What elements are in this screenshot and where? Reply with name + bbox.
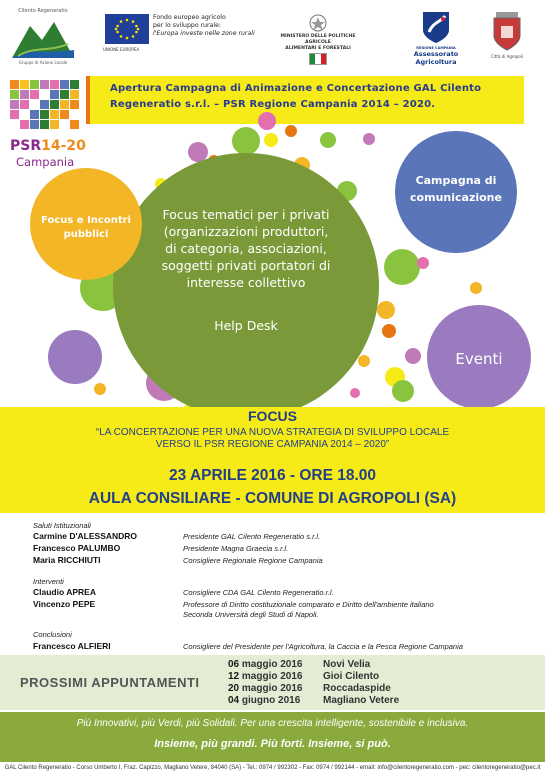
mosaic-tile — [10, 80, 19, 89]
region-logo: REGIONE CAMPANIA Assessorato Agricoltura — [395, 10, 477, 66]
decorative-dot — [258, 112, 276, 130]
mosaic-tile — [50, 100, 59, 109]
campagna-circle-text: Campagna di comunicazione — [410, 174, 502, 204]
mountains-icon — [10, 12, 76, 64]
event-date: 23 APRILE 2016 - ORE 18.00 — [168, 467, 377, 484]
mosaic-tile — [40, 100, 49, 109]
mosaic-tile — [70, 90, 79, 99]
mosaic-tile — [50, 110, 59, 119]
campaign-header — [86, 76, 524, 124]
eu-flag-icon — [105, 14, 149, 44]
interventi-label: Interventi — [33, 577, 64, 586]
event-place: AULA CONSILIARE - COMUNE DI AGROPOLI (SA) — [88, 490, 457, 507]
mosaic-tile — [60, 80, 69, 89]
speaker-name: Carmine D'ALESSANDRO — [33, 531, 138, 541]
mosaic-tile — [30, 110, 39, 119]
eventi-circle-text: Eventi — [455, 350, 503, 368]
emblem-icon — [308, 14, 328, 32]
decorative-dot — [285, 125, 297, 137]
mosaic-tile — [30, 90, 39, 99]
italian-flag-icon — [309, 53, 327, 65]
mosaic-tile — [60, 90, 69, 99]
speaker-role: Presidente GAL Cilento Regeneratio s.r.l. — [183, 532, 321, 541]
speaker-name: Francesco ALFIERI — [33, 641, 111, 651]
appointment-place: Gioi Cilento — [323, 671, 380, 682]
region-shield-icon — [421, 10, 451, 44]
mosaic-tile — [50, 80, 59, 89]
eu-caption: UNIONE EUROPEA — [103, 47, 140, 52]
psr-logo-label: PSR14-20 — [10, 138, 86, 154]
speaker-name: Francesco PALUMBO — [33, 543, 121, 553]
gal-logo-name: Cilento Regeneratio — [18, 8, 68, 14]
appointment-date: 06 maggio 2016 — [228, 659, 303, 670]
contact-footer: GAL Cilento Regeneratio - Corso Umberto I, Fraz. Capizzo, Magliano Vetere, 84040 (SA) - Tel.: 0974 / 992302 - Fax: 0974 / 992144 - email: info@cilentoregeneratio.com - pec: cilentoregeneratio@pec.it — [4, 765, 541, 771]
decorative-dot — [392, 380, 414, 402]
appointment-place: Roccadaspide — [323, 683, 391, 694]
speaker-name: Claudio APREA — [33, 587, 96, 597]
focus-circle-text: Focus e Incontri pubblici — [41, 215, 131, 240]
mosaic-tile — [20, 80, 29, 89]
mosaic-tile — [70, 80, 79, 89]
decorative-dot — [417, 257, 429, 269]
decorative-dot — [382, 324, 396, 338]
psr-logo-sub: Campania — [16, 155, 75, 169]
decorative-dot — [232, 127, 260, 155]
decorative-dot — [384, 249, 420, 285]
gal-logo — [10, 8, 76, 68]
mosaic-tile — [30, 120, 39, 129]
mosaic-tile — [60, 100, 69, 109]
mosaic-tile — [60, 110, 69, 119]
mosaic-tile — [40, 110, 49, 119]
slogan-line-1: Più Innovativi, più Verdi, più Solidali. Per una crescita intelligente, sostenibile e inclusiva. — [76, 718, 469, 729]
mosaic-tile — [70, 100, 79, 109]
mosaic-tile — [20, 120, 29, 129]
mosaic-tile — [10, 110, 19, 119]
speaker-role: Presidente Magna Graecia s.r.l. — [183, 544, 289, 553]
header-line-1: Apertura Campagna di Animazione e Concertazione GAL Cilento — [110, 83, 482, 94]
eafrd-text: Fondo europeo agricolo per lo sviluppo rurale: l'Europa investe nelle zone rurali — [153, 14, 255, 37]
mosaic-tile — [20, 90, 29, 99]
decorative-dot — [48, 330, 102, 384]
saluti-label: Saluti Istituzionali — [33, 521, 91, 530]
decorative-dot — [264, 133, 278, 147]
mosaic-tile — [50, 120, 59, 129]
appointments-title: PROSSIMI APPUNTAMENTI — [20, 675, 200, 690]
logo-strip — [0, 0, 545, 76]
decorative-dot — [405, 348, 421, 364]
speaker-role: Consigliere Regionale Regione Campania — [183, 556, 323, 565]
mosaic-tile — [50, 90, 59, 99]
speaker-name: Maria RICCHIUTI — [33, 555, 101, 565]
main-circle-text: Focus tematici per i privati (organizzazioni produttori, di categoria, associazioni, soggetti privati portatori di interesse collettivo — [161, 207, 331, 290]
mosaic-tile — [40, 120, 49, 129]
help-desk-label: Help Desk — [214, 318, 278, 333]
mosaic-tile — [10, 100, 19, 109]
appointment-place: Magliano Vetere — [323, 695, 400, 706]
mosaic-tile — [30, 80, 39, 89]
decorative-dot — [358, 355, 370, 367]
slogan-line-2: Insieme, più grandi. Più forti. Insieme, si può. — [154, 738, 391, 750]
focus-title: FOCUS — [248, 408, 297, 424]
speaker-name: Vincenzo PEPE — [33, 599, 96, 609]
psr-mosaic-icon — [10, 80, 80, 134]
appointment-date: 20 maggio 2016 — [228, 683, 303, 694]
mosaic-tile — [70, 120, 79, 129]
crest-icon — [490, 10, 524, 52]
speaker-role: Consigliere CDA GAL Cilento Regeneratio.r.l. — [183, 588, 334, 597]
mosaic-tile — [20, 100, 29, 109]
speaker-role: Professore di Diritto costituzionale comparato e Diritto dell'ambiente italiano — [183, 600, 434, 609]
mosaic-tile — [40, 80, 49, 89]
appointment-date: 12 maggio 2016 — [228, 671, 303, 682]
conclusioni-label: Conclusioni — [33, 630, 72, 639]
town-crest: Città di Agropoli — [485, 10, 529, 59]
decorative-dot — [470, 282, 482, 294]
gal-logo-subtitle: Gruppo di Azione Locale — [18, 60, 68, 65]
focus-subtitle: “LA CONCERTAZIONE PER UNA NUOVA STRATEGIA DI SVILUPPO LOCALE VERSO IL PSR REGIONE CAMPANIA 2014 – 2020” — [95, 427, 450, 450]
mosaic-tile — [10, 90, 19, 99]
speaker-role-cont: Seconda Università degli Studi di Napoli. — [183, 610, 319, 619]
header-line-2: Regeneratio s.r.l. – PSR Regione Campania 2014 – 2020. — [110, 99, 436, 110]
speaker-role: Consigliere del Presidente per l'Agricoltura, la Caccia e la Pesca Regione Campania — [183, 642, 463, 651]
decorative-dot — [350, 388, 360, 398]
decorative-dot — [377, 301, 395, 319]
decorative-dot — [94, 383, 106, 395]
decorative-dot — [320, 132, 336, 148]
appointment-date: 04 giugno 2016 — [228, 695, 301, 706]
appointment-place: Novi Velia — [323, 659, 371, 670]
ministry-logo: MINISTERO DELLE POLITICHE AGRICOLE ALIMENTARI E FORESTALI — [268, 14, 368, 52]
decorative-dot — [363, 133, 375, 145]
